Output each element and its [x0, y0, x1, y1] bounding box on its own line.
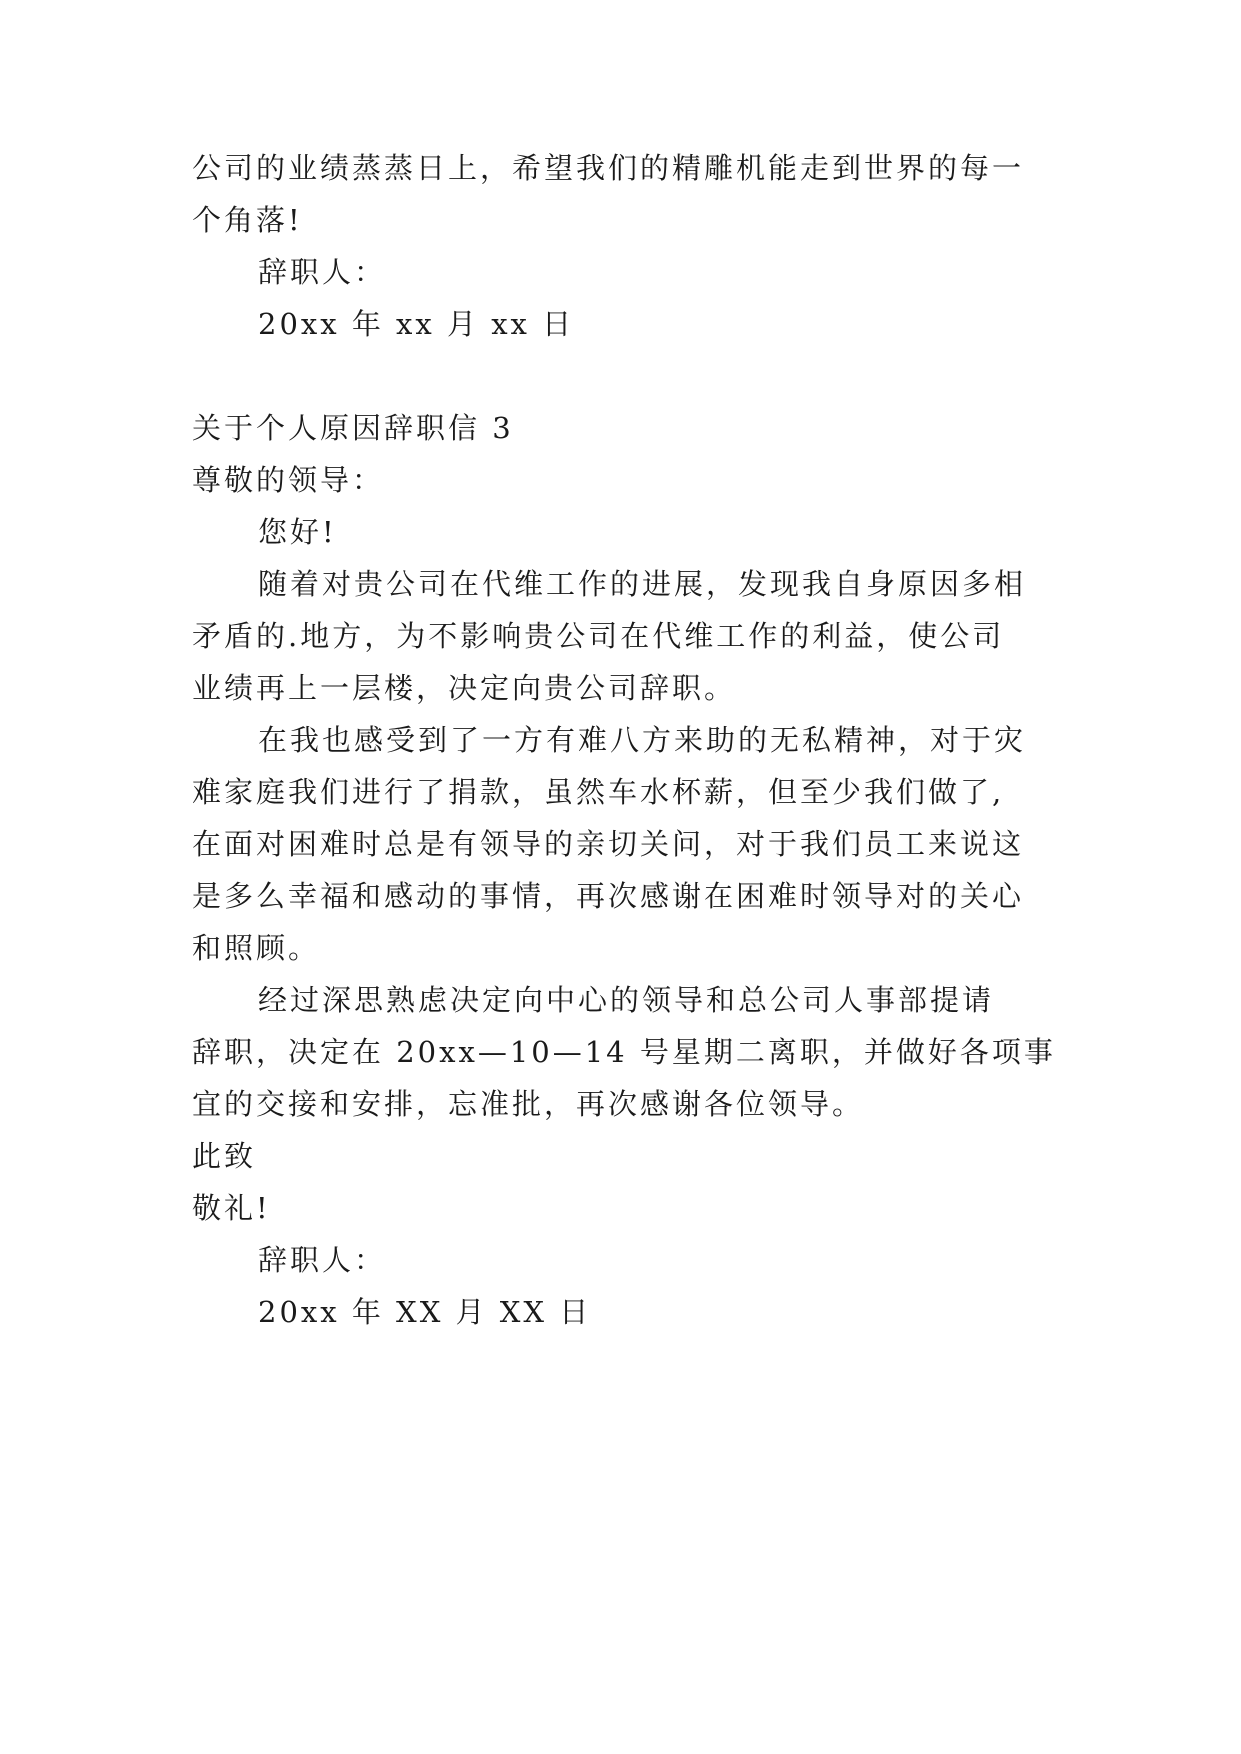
signature-date: 20xx 年 XX 月 XX 日 [258, 1295, 592, 1329]
paragraph-line: 难家庭我们进行了捐款，虽然车水杯薪，但至少我们做了, [192, 775, 1005, 809]
paragraph-line: 随着对贵公司在代维工作的进展，发现我自身原因多相 [258, 567, 1027, 601]
salutation: 尊敬的领导： [192, 463, 385, 497]
signature-label: 辞职人： [258, 1243, 387, 1277]
paragraph-line: 宜的交接和安排，忘准批，再次感谢各位领导。 [192, 1087, 865, 1121]
paragraph-line: 矛盾的.地方，为不影响贵公司在代维工作的利益，使公司 [192, 619, 1005, 653]
paragraph-line: 在我也感受到了一方有难八方来助的无私精神，对于灾 [258, 723, 1027, 757]
paragraph-line: 辞职，决定在 20xx—10—14 号星期二离职，并做好各项事 [192, 1035, 1056, 1069]
paragraph-line: 是多么幸福和感动的事情，再次感谢在困难时领导对的关心 [192, 879, 1025, 913]
paragraph-line: 在面对困难时总是有领导的亲切关问，对于我们员工来说这 [192, 827, 1025, 861]
letter-title: 关于个人原因辞职信 3 [192, 411, 514, 445]
paragraph-line: 业绩再上一层楼，决定向贵公司辞职。 [192, 671, 737, 705]
paragraph-line: 经过深思熟虑决定向中心的领导和总公司人事部提请 [258, 983, 995, 1017]
greeting: 您好! [258, 515, 337, 549]
paragraph-line: 和照顾。 [192, 931, 321, 965]
closing-line: 此致 [192, 1139, 257, 1173]
closing-salute: 敬礼! [192, 1191, 271, 1225]
body-line-continuation: 公司的业绩蒸蒸日上，希望我们的精雕机能走到世界的每一 [192, 151, 1025, 185]
signature-date: 20xx 年 xx 月 xx 日 [258, 307, 575, 341]
signature-label: 辞职人： [258, 255, 387, 289]
body-line-continuation: 个角落! [192, 203, 303, 237]
